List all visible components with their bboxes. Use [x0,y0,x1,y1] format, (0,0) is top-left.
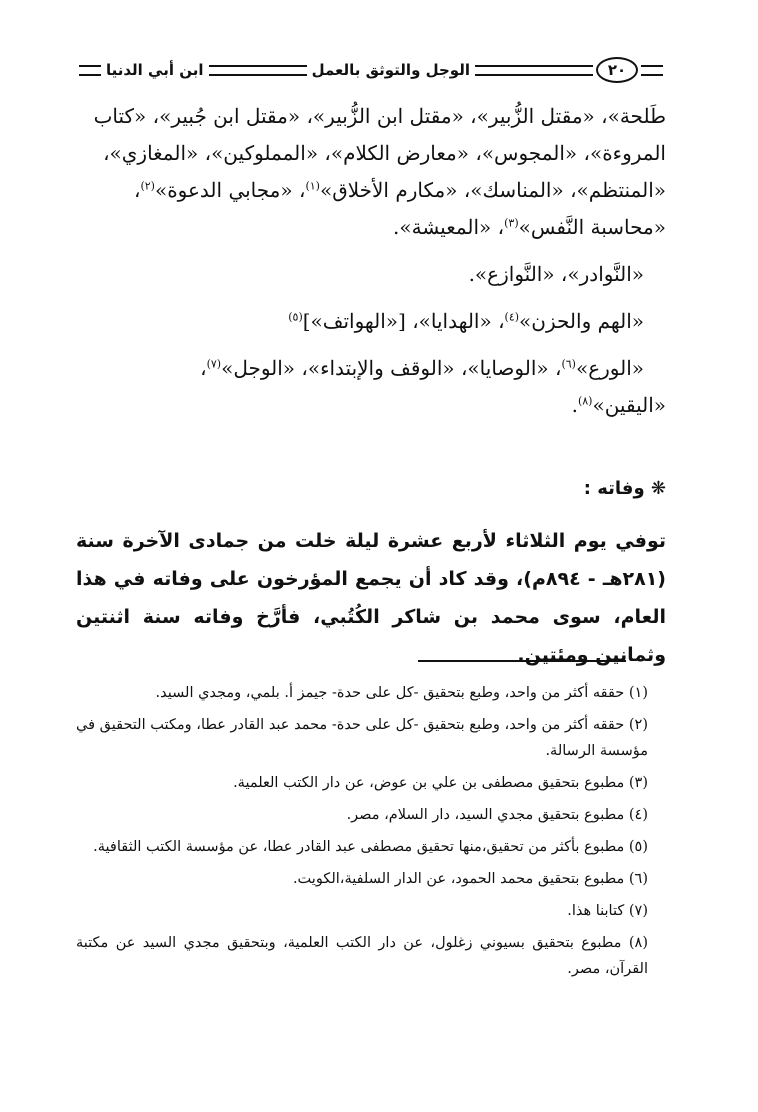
footnote: (٨) مطبوع بتحقيق بسيوني زغلول، عن دار الكتب العلمية، وبتحقيق مجدي السيد عن مكتبة القرآن، مصر. [76,935,649,977]
footnote: (٧) كتابنا هذا. [567,903,648,919]
header-rule [641,65,663,76]
book-list [76,98,666,424]
footnote: (١) حققه أكثر من واحد، وطبع بتحقيق -كل على حدة- جيمز أ. بلمي، ومجدي السيد. [155,685,648,701]
footnote: (٣) مطبوع بتحقيق مصطفى بن علي بن عوض، عن دار الكتب العلمية. [233,775,648,791]
footnote-ref: (٦) [561,357,576,371]
section-title: الوجل والتوثق بالعمل [311,61,470,79]
footnote-separator [418,660,626,662]
footnote-ref: (٥) [288,310,303,324]
text-line: «اليقين»$^{(٨)}$. [571,393,666,417]
footnotes [76,680,666,988]
footnote-ref: (١) [305,179,320,193]
footnote-ref: (٧) [206,357,222,371]
footnote: (٦) مطبوع بتحقيق محمد الحمود، عن الدار السلفية،الكويت. [292,871,648,887]
header-rule [79,65,101,76]
header-rule [209,65,307,76]
footnote-ref: (٤) [504,310,520,324]
section-heading: ❋ وفاته : [583,478,666,499]
text-line: «الورع»$^{(٦)}$، «الوصايا»، «الوقف والإبتداء»، «الوجل»$^{(٧)}$، [200,356,644,380]
author-name: ابن أبي الدنيا [106,61,204,79]
page-number: ٢٠ [596,57,638,83]
footnote-ref: (٢) [140,179,155,193]
text-line: طَلحة»، «مقتل الزُّبير»، «مقتل ابن الزُّبير»، «مقتل ابن جُبير»، «كتاب [93,104,666,128]
text-line: «الهم والحزن»$^{(٤)}$، «الهدايا»، [«الهواتف»]$^{(٥)}$ [288,309,644,333]
footnote-ref: (٣) [504,216,519,230]
text-line: «النَّوادر»، «النَّوازع». [468,262,644,286]
text-line: «محاسبة النَّفس»$^{(٣)}$، «المعيشة». [393,215,666,239]
text-line: المروءة»، «المجوس»، «معارض الكلام»، «المملوكين»، «المغازي»، [103,141,666,165]
footnote: (٢) حققه أكثر من واحد، وطبع بتحقيق -كل على حدة- محمد عبد القادر عطا، ومكتب التحقيق في مؤسسة الرسالة. [76,717,648,759]
death-paragraph: توفي يوم الثلاثاء لأربع عشرة ليلة خلت من جمادى الآخرة سنة (٢٨١هـ - ٨٩٤م)، وقد كاد أن يجمع المؤرخون على وفاته في هذا العام، سوى محمد بن شاكر الكُتُبي، فأرَّخ وفاته سنة اثنتين وثمانين ومئتين. [76,530,666,666]
footnote: (٥) مطبوع بأكثر من تحقيق،منها تحقيق مصطفى عبد القادر عطا، عن مؤسسة الكتب الثقافية. [93,839,648,855]
footnote-ref: (٨) [577,394,593,408]
running-header [76,52,666,88]
text-line: «المنتظم»، «المناسك»، «مكارم الأخلاق»$^{(١)}$، «مجابي الدعوة»$^{(٢)}$، [133,178,666,202]
header-rule [475,65,593,76]
footnote: (٤) مطبوع بتحقيق مجدي السيد، دار السلام، مصر. [346,807,648,823]
